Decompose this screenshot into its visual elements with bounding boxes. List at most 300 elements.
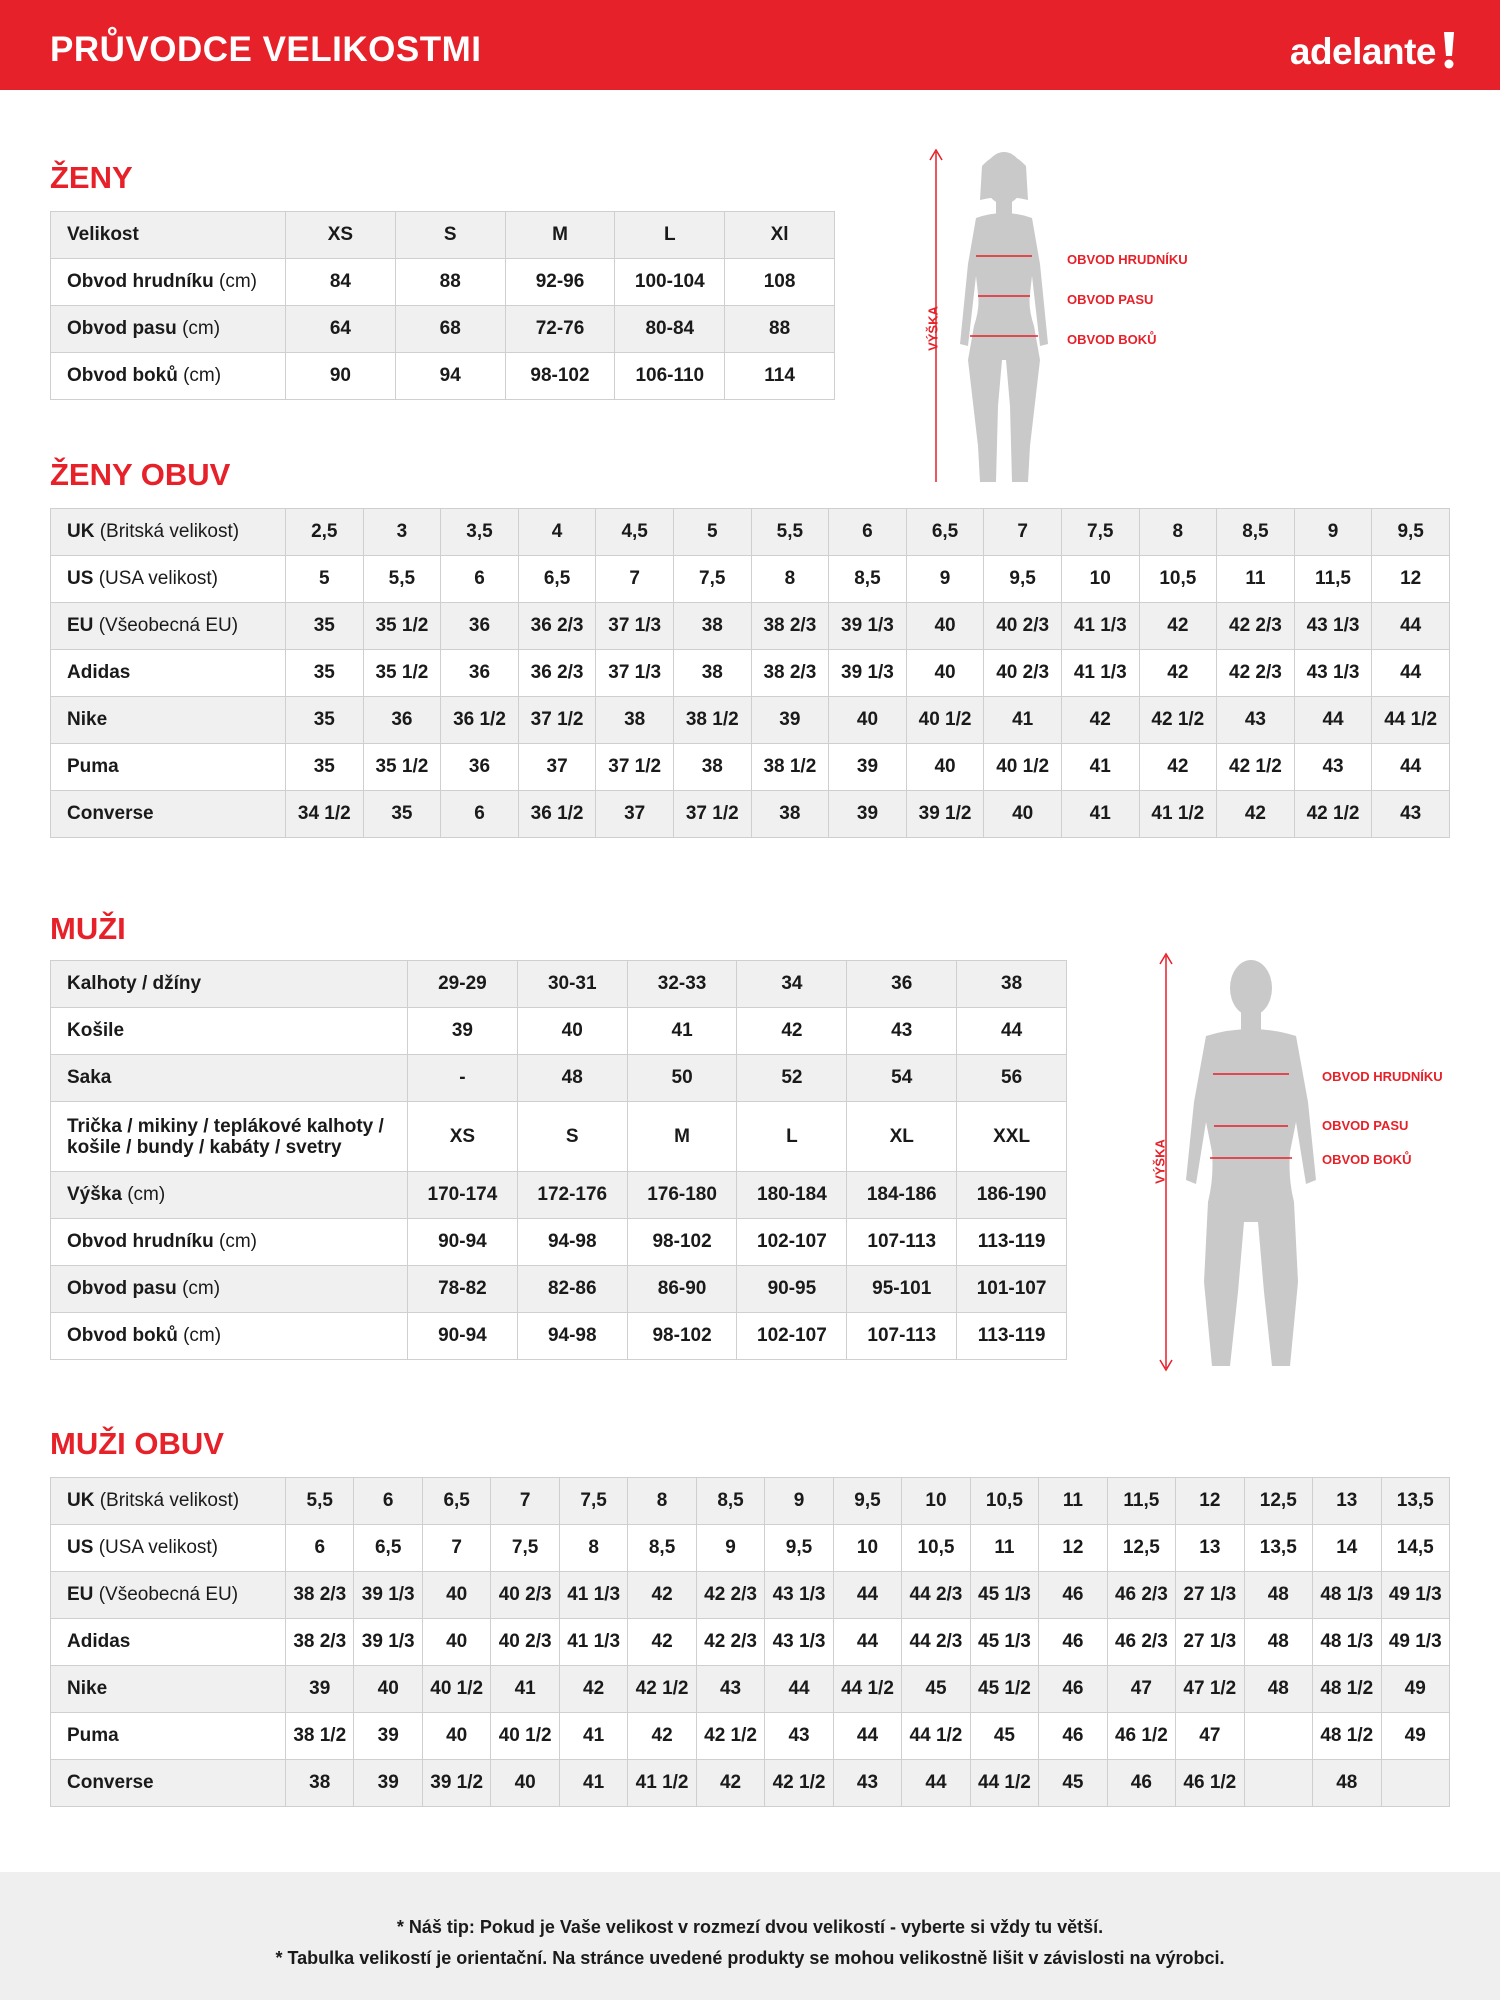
table-cell: 42: [1139, 650, 1217, 697]
table-cell: 39: [286, 1666, 354, 1713]
table-cell: 9,5: [1372, 509, 1450, 556]
table-row: [51, 353, 835, 400]
table-cell: 12: [1176, 1478, 1244, 1525]
table-cell: 41: [559, 1760, 627, 1807]
table-cell: 30-31: [517, 961, 627, 1008]
table-cell: 12,5: [1107, 1525, 1175, 1572]
section-title-women-shoes: ŽENY OBUV: [50, 457, 231, 492]
table-cell: 49: [1381, 1666, 1450, 1713]
table-cell: 94: [395, 353, 505, 400]
table-cell: 6,5: [422, 1478, 490, 1525]
table-cell: S: [395, 212, 505, 259]
table-cell: 46 1/2: [1107, 1713, 1175, 1760]
table-cell: 42: [628, 1619, 696, 1666]
table-cell: 3: [363, 509, 441, 556]
table-cell: 5: [286, 556, 364, 603]
table-cell: 39 1/2: [906, 791, 984, 838]
table-cell: 42 1/2: [765, 1760, 833, 1807]
table-cell: 4: [518, 509, 596, 556]
table-cell: 113-119: [957, 1219, 1067, 1266]
row-label-text: Converse: [67, 803, 154, 824]
row-label-text: US: [67, 568, 94, 589]
table-cell: 8,5: [1217, 509, 1295, 556]
table-row: [51, 603, 1450, 650]
table-cell: 100-104: [615, 259, 725, 306]
table-cell: 50: [627, 1055, 737, 1102]
table-cell: 98-102: [505, 353, 615, 400]
row-label: [51, 744, 286, 791]
table-cell: 36: [847, 961, 957, 1008]
row-label: [51, 1008, 408, 1055]
men-shoes-table: [50, 1477, 1450, 1807]
table-cell: 37: [596, 791, 674, 838]
table-cell: 88: [395, 259, 505, 306]
row-label-text: Nike: [67, 1678, 108, 1699]
table-cell: 7: [422, 1525, 490, 1572]
row-label-unit: (Všeobecná EU): [98, 615, 239, 636]
women-shoes-table: [50, 508, 1450, 838]
table-cell: 45: [1039, 1760, 1107, 1807]
table-cell: 107-113: [847, 1219, 957, 1266]
table-cell: 43: [765, 1713, 833, 1760]
table-cell: 42 1/2: [696, 1713, 764, 1760]
table-cell: 8,5: [829, 556, 907, 603]
table-cell: 94-98: [517, 1219, 627, 1266]
women-size-table: [50, 211, 835, 400]
table-cell: 12: [1039, 1525, 1107, 1572]
table-cell: 48 1/2: [1313, 1666, 1381, 1713]
table-cell: 42: [628, 1572, 696, 1619]
row-label: [51, 1760, 286, 1807]
table-cell: 41: [984, 697, 1062, 744]
table-cell: 41: [1061, 744, 1139, 791]
table-cell: 8,5: [696, 1478, 764, 1525]
table-cell: 40: [906, 744, 984, 791]
section-title-men: MUŽI: [50, 911, 126, 946]
table-cell: 176-180: [627, 1172, 737, 1219]
table-cell: 27 1/3: [1176, 1619, 1244, 1666]
table-cell: 35 1/2: [363, 744, 441, 791]
table-cell: 38 1/2: [673, 697, 751, 744]
table-cell: 12: [1372, 556, 1450, 603]
brand-name: adelante: [1289, 31, 1436, 72]
table-cell: 40: [422, 1713, 490, 1760]
table-cell: 10,5: [902, 1525, 970, 1572]
table-cell: 40 2/3: [984, 650, 1062, 697]
table-cell: S: [517, 1102, 627, 1172]
table-cell: 5,5: [751, 509, 829, 556]
table-cell: 9: [1294, 509, 1372, 556]
row-label-text: Adidas: [67, 662, 131, 683]
men-waist-label: OBVOD PASU: [1322, 1118, 1409, 1133]
table-cell: 42: [1139, 603, 1217, 650]
table-cell: 98-102: [627, 1313, 737, 1360]
table-row: [51, 1619, 1450, 1666]
men-size-table: [50, 960, 1067, 1360]
row-label-unit: (cm): [182, 1278, 221, 1299]
table-cell: 35: [286, 744, 364, 791]
table-cell: 37 1/2: [518, 697, 596, 744]
table-cell: 44 1/2: [1372, 697, 1450, 744]
table-cell: 34: [737, 961, 847, 1008]
table-cell: 43: [696, 1666, 764, 1713]
table-cell: 184-186: [847, 1172, 957, 1219]
table-cell: 48: [1244, 1572, 1312, 1619]
table-cell: L: [615, 212, 725, 259]
table-row: [51, 1313, 1067, 1360]
women-waist-label: OBVOD PASU: [1067, 292, 1154, 307]
table-cell: 7: [491, 1478, 559, 1525]
table-cell: 40: [829, 697, 907, 744]
table-cell: 106-110: [615, 353, 725, 400]
table-cell: 41: [491, 1666, 559, 1713]
table-cell: M: [505, 212, 615, 259]
table-cell: 47: [1176, 1713, 1244, 1760]
table-row: [51, 1008, 1067, 1055]
table-cell: 95-101: [847, 1266, 957, 1313]
footer-disclaimer: * Tabulka velikostí je orientační. Na stránce uvedené produkty se mohou velikostně lišit v závislosti na výrobci.: [275, 1948, 1225, 1968]
table-cell: 8: [628, 1478, 696, 1525]
row-label: [51, 1219, 408, 1266]
table-cell: 11: [970, 1525, 1038, 1572]
table-cell: 41 1/3: [559, 1619, 627, 1666]
table-cell: 39 1/2: [422, 1760, 490, 1807]
table-cell: 42 2/3: [1217, 603, 1295, 650]
row-label-text: UK: [67, 1490, 95, 1511]
table-cell: M: [627, 1102, 737, 1172]
row-label: [51, 1172, 408, 1219]
table-cell: 44 1/2: [833, 1666, 901, 1713]
table-cell: 36 2/3: [518, 650, 596, 697]
table-cell: 36 2/3: [518, 603, 596, 650]
table-cell: 40 2/3: [491, 1619, 559, 1666]
row-label-text: EU: [67, 615, 94, 636]
table-cell: [1244, 1713, 1312, 1760]
table-cell: 40 1/2: [984, 744, 1062, 791]
table-row: [51, 1666, 1450, 1713]
table-cell: 39: [829, 791, 907, 838]
table-cell: 42 1/2: [1217, 744, 1295, 791]
row-label: [51, 1572, 286, 1619]
table-cell: 39: [354, 1713, 422, 1760]
table-cell: 12,5: [1244, 1478, 1312, 1525]
row-label: [51, 1313, 408, 1360]
table-cell: 41 1/3: [1061, 650, 1139, 697]
table-cell: 172-176: [517, 1172, 627, 1219]
brand-logo: [1290, 24, 1456, 74]
table-cell: 42: [628, 1713, 696, 1760]
table-cell: 114: [725, 353, 835, 400]
table-cell: 35 1/2: [363, 650, 441, 697]
table-cell: 46: [1107, 1760, 1175, 1807]
row-label: [51, 1266, 408, 1313]
table-cell: 44 1/2: [902, 1713, 970, 1760]
table-cell: 94-98: [517, 1313, 627, 1360]
table-row: [51, 556, 1450, 603]
table-cell: 7,5: [559, 1478, 627, 1525]
table-cell: 43 1/3: [1294, 650, 1372, 697]
table-row: [51, 212, 835, 259]
table-cell: 6: [441, 556, 519, 603]
table-cell: 38 2/3: [751, 650, 829, 697]
table-cell: 48: [1244, 1666, 1312, 1713]
table-cell: 37 1/3: [596, 603, 674, 650]
table-cell: 38: [286, 1760, 354, 1807]
table-cell: 37 1/2: [673, 791, 751, 838]
table-cell: 44: [765, 1666, 833, 1713]
table-cell: 44: [833, 1619, 901, 1666]
table-cell: 38 2/3: [286, 1619, 354, 1666]
table-row: [51, 1525, 1450, 1572]
table-cell: 38 2/3: [286, 1572, 354, 1619]
table-cell: 42: [1139, 744, 1217, 791]
row-label-text: Obvod boků: [67, 1325, 178, 1346]
row-label-text: Košile: [67, 1020, 125, 1041]
row-label: [51, 697, 286, 744]
table-cell: 42: [559, 1666, 627, 1713]
table-cell: 48 1/2: [1313, 1713, 1381, 1760]
row-label-text: Saka: [67, 1067, 112, 1088]
table-cell: 42 2/3: [696, 1572, 764, 1619]
table-cell: 46: [1039, 1619, 1107, 1666]
table-cell: 90-94: [408, 1313, 518, 1360]
row-label: [51, 791, 286, 838]
table-cell: 72-76: [505, 306, 615, 353]
table-cell: 10: [833, 1525, 901, 1572]
table-cell: 6: [354, 1478, 422, 1525]
table-cell: XS: [286, 212, 396, 259]
row-label-unit: (USA velikost): [98, 568, 218, 589]
row-label-text: Trička / mikiny / teplákové kalhoty / košile / bundy / kabáty / svetry: [67, 1115, 384, 1158]
row-label: [51, 1666, 286, 1713]
men-height-label: VÝŠKA: [1152, 1139, 1168, 1184]
table-row: [51, 1760, 1450, 1807]
table-cell: 35: [363, 791, 441, 838]
table-cell: Xl: [725, 212, 835, 259]
row-label-unit: (cm): [219, 1231, 257, 1252]
table-cell: 86-90: [627, 1266, 737, 1313]
row-label-unit: (cm): [183, 1325, 222, 1346]
row-label: [51, 1525, 286, 1572]
table-cell: 44 2/3: [902, 1619, 970, 1666]
table-cell: 47 1/2: [1176, 1666, 1244, 1713]
table-cell: 35: [286, 650, 364, 697]
table-cell: 42 1/2: [628, 1666, 696, 1713]
table-cell: 42 2/3: [696, 1619, 764, 1666]
table-row: [51, 1102, 1067, 1172]
women-height-label: VÝŠKA: [925, 306, 941, 351]
table-cell: 82-86: [517, 1266, 627, 1313]
table-cell: 180-184: [737, 1172, 847, 1219]
table-cell: 43: [1294, 744, 1372, 791]
table-cell: 8: [559, 1525, 627, 1572]
table-cell: 6: [829, 509, 907, 556]
table-cell: 48: [1244, 1619, 1312, 1666]
table-cell: 13: [1313, 1478, 1381, 1525]
table-cell: 42: [1217, 791, 1295, 838]
table-cell: 108: [725, 259, 835, 306]
table-cell: 41: [627, 1008, 737, 1055]
table-cell: 29-29: [408, 961, 518, 1008]
row-label: [51, 259, 286, 306]
men-chest-label: OBVOD HRUDNÍKU: [1322, 1069, 1443, 1084]
row-label-text: Obvod hrudníku: [67, 1231, 214, 1252]
table-cell: 39: [354, 1760, 422, 1807]
row-label-text: EU: [67, 1584, 94, 1605]
row-label: [51, 961, 408, 1008]
table-cell: 10: [902, 1478, 970, 1525]
table-cell: 36: [363, 697, 441, 744]
table-cell: 11,5: [1294, 556, 1372, 603]
table-cell: 40: [906, 650, 984, 697]
row-label-text: US: [67, 1537, 94, 1558]
table-cell: 39 1/3: [829, 603, 907, 650]
table-cell: 38: [596, 697, 674, 744]
row-label: [51, 1619, 286, 1666]
table-cell: 8: [751, 556, 829, 603]
table-cell: 39: [408, 1008, 518, 1055]
table-cell: 45: [902, 1666, 970, 1713]
table-cell: [1244, 1760, 1312, 1807]
table-cell: 42: [737, 1008, 847, 1055]
table-cell: 40: [422, 1572, 490, 1619]
table-cell: XXL: [957, 1102, 1067, 1172]
row-label-text: UK: [67, 521, 95, 542]
row-label-unit: (cm): [219, 271, 257, 292]
table-row: [51, 961, 1067, 1008]
table-cell: 44: [1372, 744, 1450, 791]
table-cell: 44: [1372, 650, 1450, 697]
row-label-text: Obvod hrudníku: [67, 271, 214, 292]
table-cell: 39 1/3: [354, 1572, 422, 1619]
table-cell: 48 1/3: [1313, 1572, 1381, 1619]
table-cell: 36 1/2: [518, 791, 596, 838]
table-cell: 46: [1039, 1666, 1107, 1713]
table-cell: 38: [957, 961, 1067, 1008]
table-cell: 11: [1039, 1478, 1107, 1525]
table-cell: 47: [1107, 1666, 1175, 1713]
table-cell: 44: [833, 1572, 901, 1619]
table-cell: XL: [847, 1102, 957, 1172]
row-label: [51, 306, 286, 353]
table-row: [51, 650, 1450, 697]
row-label: [51, 509, 286, 556]
table-row: [51, 306, 835, 353]
table-cell: 38: [673, 603, 751, 650]
table-cell: 35: [286, 697, 364, 744]
table-cell: 90-94: [408, 1219, 518, 1266]
table-cell: 27 1/3: [1176, 1572, 1244, 1619]
table-cell: 6,5: [354, 1525, 422, 1572]
table-cell: 5,5: [286, 1478, 354, 1525]
table-cell: 44: [833, 1713, 901, 1760]
table-row: [51, 1713, 1450, 1760]
table-cell: 9: [765, 1478, 833, 1525]
row-label-text: Obvod boků: [67, 365, 178, 386]
table-cell: 84: [286, 259, 396, 306]
table-cell: 41 1/3: [559, 1572, 627, 1619]
table-cell: 36: [441, 603, 519, 650]
row-label-unit: (Všeobecná EU): [98, 1584, 239, 1605]
table-cell: 11,5: [1107, 1478, 1175, 1525]
table-cell: 64: [286, 306, 396, 353]
row-label-text: Puma: [67, 756, 119, 777]
table-cell: 98-102: [627, 1219, 737, 1266]
table-cell: 44: [1372, 603, 1450, 650]
table-cell: 107-113: [847, 1313, 957, 1360]
table-cell: 8,5: [628, 1525, 696, 1572]
row-label-text: Obvod pasu: [67, 318, 177, 339]
table-cell: 37 1/3: [596, 650, 674, 697]
row-label-unit: (USA velikost): [98, 1537, 218, 1558]
table-cell: 46: [1039, 1572, 1107, 1619]
table-cell: 36: [441, 744, 519, 791]
table-cell: 42: [1061, 697, 1139, 744]
table-cell: 43 1/3: [765, 1572, 833, 1619]
table-cell: 40 2/3: [491, 1572, 559, 1619]
women-body-figure: [920, 146, 1220, 486]
woman-silhouette: [920, 146, 1220, 486]
table-cell: 39 1/3: [354, 1619, 422, 1666]
table-cell: 9: [696, 1525, 764, 1572]
row-label-unit: (cm): [182, 318, 221, 339]
row-label-text: Nike: [67, 709, 108, 730]
table-cell: 43: [1217, 697, 1295, 744]
table-cell: 46 2/3: [1107, 1619, 1175, 1666]
exclamation-icon: [1442, 30, 1456, 70]
table-cell: 101-107: [957, 1266, 1067, 1313]
row-label-unit: (Britská velikost): [99, 1490, 240, 1511]
table-cell: 4,5: [596, 509, 674, 556]
row-label: [51, 556, 286, 603]
table-cell: 45 1/2: [970, 1666, 1038, 1713]
page-title: PRŮVODCE VELIKOSTMI: [50, 30, 482, 69]
row-label-text: Converse: [67, 1772, 154, 1793]
table-cell: 37: [518, 744, 596, 791]
table-row: [51, 1219, 1067, 1266]
table-cell: 41 1/2: [1139, 791, 1217, 838]
row-label-unit: (cm): [127, 1184, 166, 1205]
table-cell: 113-119: [957, 1313, 1067, 1360]
table-cell: 80-84: [615, 306, 725, 353]
table-cell: 32-33: [627, 961, 737, 1008]
table-cell: 7,5: [491, 1525, 559, 1572]
table-cell: -: [408, 1055, 518, 1102]
table-cell: 37 1/2: [596, 744, 674, 791]
table-cell: 90: [286, 353, 396, 400]
table-cell: 2,5: [286, 509, 364, 556]
table-cell: 39: [751, 697, 829, 744]
table-cell: 5: [673, 509, 751, 556]
table-cell: XS: [408, 1102, 518, 1172]
row-label: [51, 353, 286, 400]
table-cell: 38 1/2: [286, 1713, 354, 1760]
table-cell: 6,5: [906, 509, 984, 556]
row-label: [51, 1055, 408, 1102]
table-cell: 40: [984, 791, 1062, 838]
table-cell: 90-95: [737, 1266, 847, 1313]
table-cell: 41 1/3: [1061, 603, 1139, 650]
table-row: [51, 1572, 1450, 1619]
row-label: [51, 603, 286, 650]
table-cell: 6,5: [518, 556, 596, 603]
man-silhouette: [1130, 952, 1470, 1372]
women-hips-label: OBVOD BOKŮ: [1067, 332, 1157, 347]
table-cell: 14,5: [1381, 1525, 1450, 1572]
table-cell: 78-82: [408, 1266, 518, 1313]
table-cell: 48: [517, 1055, 627, 1102]
row-label-text: Velikost: [67, 224, 139, 245]
